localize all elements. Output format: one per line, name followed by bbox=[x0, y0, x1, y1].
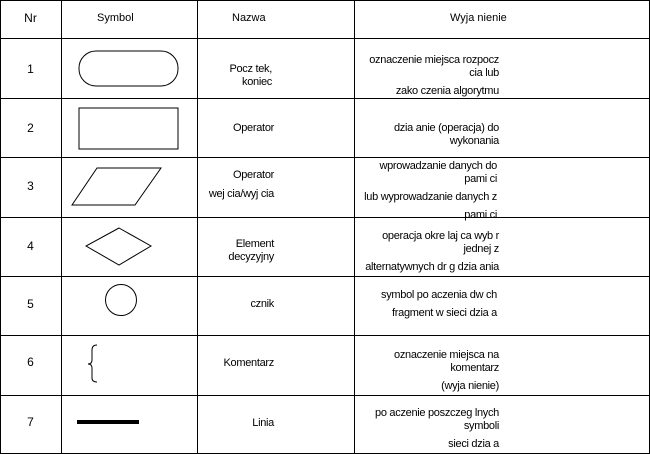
description-line: zako czenia algorytmu bbox=[395, 85, 499, 97]
row-name bbox=[198, 169, 278, 201]
input-output-parallelogram-icon bbox=[71, 167, 163, 207]
row-name: Operator bbox=[232, 122, 274, 134]
row-description bbox=[355, 349, 505, 393]
row-number: 5 bbox=[27, 297, 34, 311]
grid-line bbox=[61, 0, 62, 454]
description-line: operacja okre laj ca wyb r jednej z bbox=[382, 230, 499, 255]
row-name: Pocz tek, koniec bbox=[229, 63, 272, 88]
comment-brace-icon bbox=[86, 344, 100, 384]
row-description bbox=[355, 230, 505, 274]
row-number: 6 bbox=[27, 355, 34, 369]
grid-line bbox=[0, 217, 650, 218]
grid-line bbox=[0, 395, 650, 396]
row-number: 3 bbox=[27, 179, 34, 193]
connector-circle-icon bbox=[104, 283, 138, 317]
description-line: dzia anie (operacja) do wykonania bbox=[393, 122, 499, 147]
description-line: lub wyprowadzanie danych z bbox=[364, 191, 497, 203]
description-line: sieci dzia a bbox=[448, 438, 499, 450]
header-description: Wyja nienie bbox=[450, 12, 507, 24]
header-nr: Nr bbox=[24, 11, 37, 25]
row-number: 7 bbox=[27, 415, 34, 429]
grid-line bbox=[0, 335, 650, 336]
row-description bbox=[355, 289, 503, 320]
row-description bbox=[355, 54, 505, 98]
description-line: alternatywnych dr g dzia ania bbox=[365, 261, 499, 273]
name-line: wej cia/wyj cia bbox=[208, 188, 274, 200]
row-name: Linia bbox=[252, 417, 274, 429]
row-name: cznik bbox=[250, 298, 274, 310]
row-description bbox=[355, 160, 503, 222]
description-line: wprowadzanie danych do pami ci bbox=[379, 160, 497, 185]
grid-line bbox=[0, 0, 650, 1]
header-symbol: Symbol bbox=[97, 12, 134, 24]
name-line: Operator bbox=[232, 169, 274, 181]
terminator-icon bbox=[78, 50, 180, 88]
grid-line bbox=[0, 157, 650, 158]
description-line: fragment w sieci dzia a bbox=[392, 307, 497, 319]
row-description bbox=[355, 407, 505, 451]
description-line: oznaczenie miejsca na komentarz bbox=[394, 349, 499, 374]
description-line: po aczenie poszczeg lnych symboli bbox=[375, 407, 499, 432]
row-description bbox=[355, 122, 505, 148]
description-line: oznaczenie miejsca rozpocz cia lub bbox=[369, 54, 499, 79]
grid-line bbox=[0, 38, 650, 39]
row-number: 2 bbox=[27, 121, 34, 135]
row-number: 4 bbox=[27, 239, 34, 253]
line-icon bbox=[76, 418, 140, 426]
process-rectangle-icon bbox=[78, 107, 180, 151]
description-line: symbol po aczenia dw ch bbox=[381, 289, 497, 301]
decision-diamond-icon bbox=[85, 227, 153, 267]
grid-line bbox=[0, 98, 650, 99]
header-name: Nazwa bbox=[232, 12, 266, 24]
row-number: 1 bbox=[27, 62, 34, 76]
description-line: (wyja nienie) bbox=[441, 380, 499, 392]
grid-line bbox=[0, 276, 650, 277]
description-line: pami ci bbox=[464, 209, 497, 221]
row-name: Element decyzyjny bbox=[228, 238, 274, 263]
row-name: Komentarz bbox=[223, 357, 274, 369]
